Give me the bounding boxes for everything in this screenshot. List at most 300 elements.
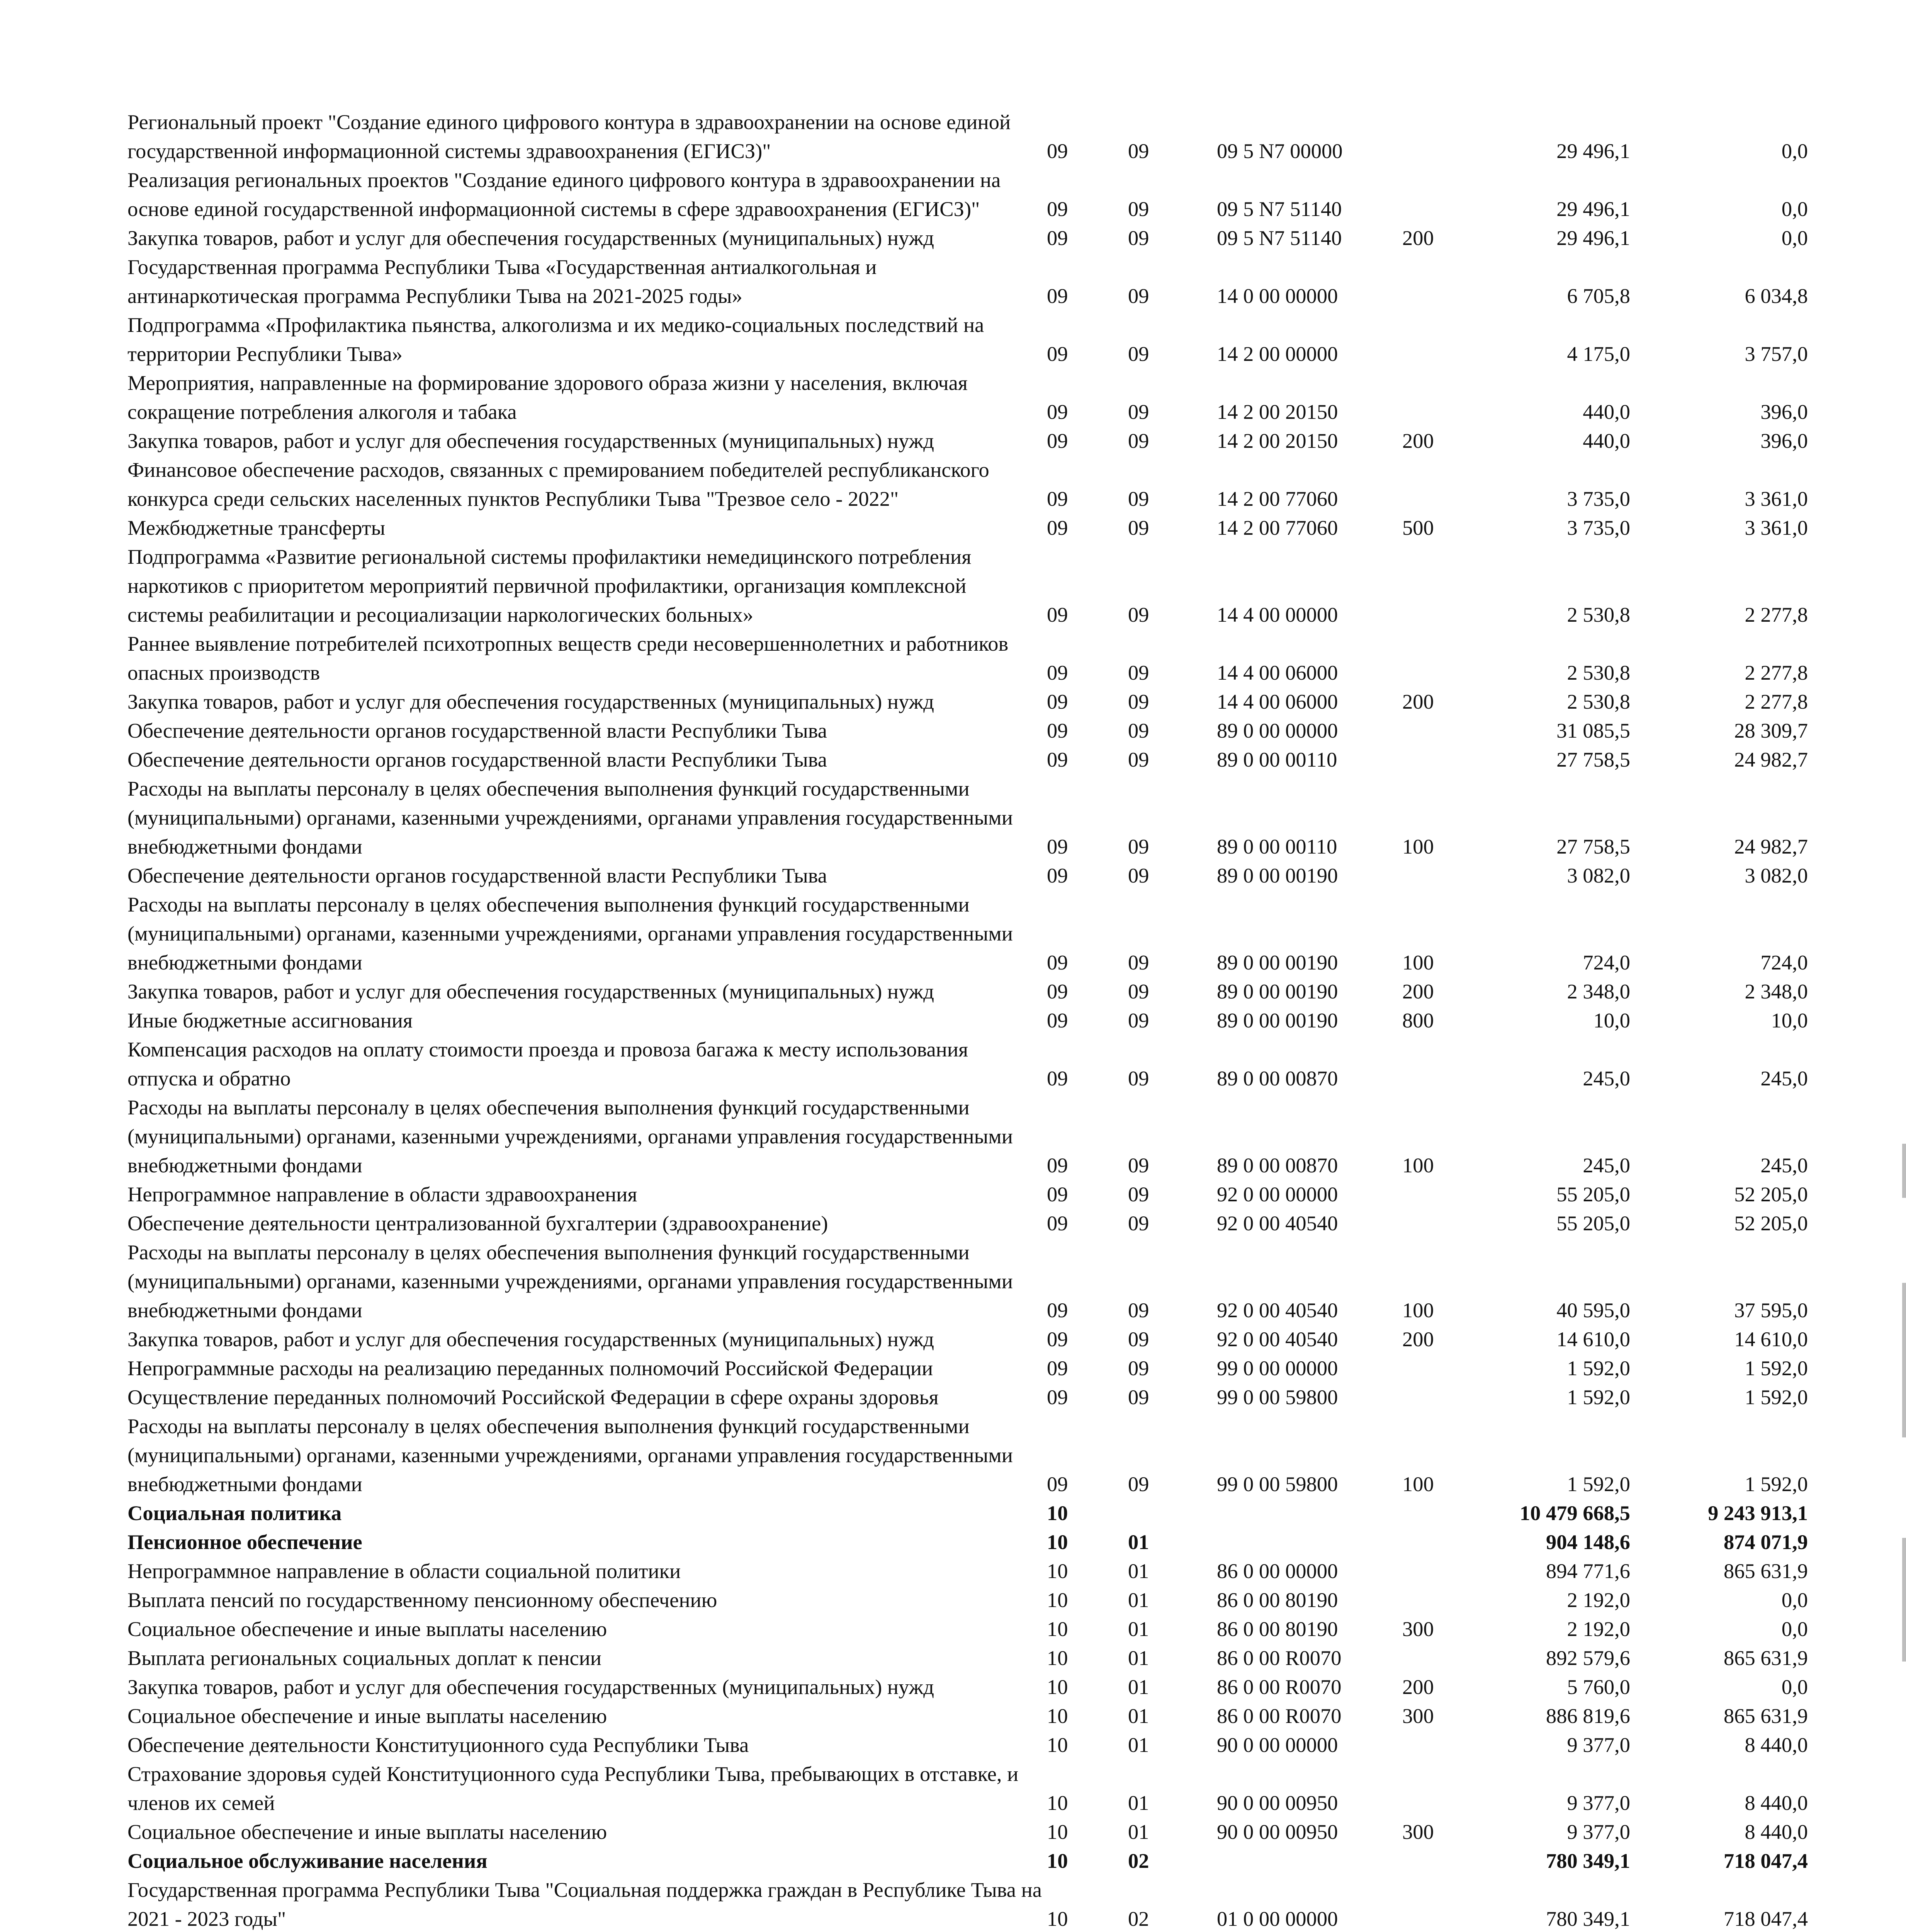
section-code: 10	[1047, 1501, 1068, 1525]
table-row	[127, 1498, 1819, 1527]
target-article-code: 09 5 N7 51140	[1217, 226, 1342, 250]
row-name: Расходы на выплаты персоналу в целях обеспечения выполнения функций государственными (муниципальными) органами, казенными учреждениями, органами управления государственными внебюджетными фондами	[127, 777, 1013, 858]
row-name: Обеспечение деятельности органов государственной власти Республики Тыва	[127, 864, 827, 887]
expense-type-code	[1383, 1846, 1472, 1875]
amount-year-2: 865 631,9	[1724, 1559, 1808, 1583]
table-row	[127, 716, 1819, 745]
amount-year-1: 440,0	[1583, 429, 1630, 452]
row-name: Закупка товаров, работ и услуг для обеспечения государственных (муниципальных) нужд	[127, 1327, 934, 1351]
amount-year-1: 6 705,8	[1567, 284, 1630, 308]
subsection-code: 01	[1128, 1530, 1149, 1554]
subsection-code: 09	[1128, 980, 1149, 1003]
section-code: 10	[1047, 1733, 1068, 1757]
target-article-code: 86 0 00 00000	[1217, 1559, 1338, 1583]
section-code: 09	[1047, 864, 1068, 887]
amount-year-2: 28 309,7	[1734, 719, 1808, 742]
table-row	[127, 455, 1819, 513]
subsection-code: 01	[1128, 1791, 1149, 1815]
subsection-code: 09	[1128, 342, 1149, 366]
amount-year-2: 3 082,0	[1745, 864, 1808, 887]
subsection-code: 09	[1128, 1182, 1149, 1206]
target-article-code: 89 0 00 00870	[1217, 1066, 1338, 1090]
section-code: 10	[1047, 1646, 1068, 1670]
amount-year-2: 0,0	[1781, 1588, 1808, 1612]
section-code: 10	[1047, 1588, 1068, 1612]
row-name: Социальное обеспечение и иные выплаты населению	[127, 1704, 607, 1728]
section-code: 10	[1047, 1675, 1068, 1699]
amount-year-2: 718 047,4	[1724, 1849, 1808, 1872]
section-code: 09	[1047, 1472, 1068, 1496]
subsection-code: 09	[1128, 1009, 1149, 1032]
target-article-code: 90 0 00 00950	[1217, 1791, 1338, 1815]
target-article-code: 86 0 00 R0070	[1217, 1646, 1342, 1670]
table-row	[127, 368, 1819, 426]
amount-year-1: 27 758,5	[1556, 835, 1630, 858]
amount-year-2: 1 592,0	[1745, 1356, 1808, 1380]
table-row	[127, 1759, 1819, 1817]
scan-edge-mark	[1902, 1538, 1906, 1662]
row-name: Выплата пенсий по государственному пенсионному обеспечению	[127, 1588, 717, 1612]
table-row	[127, 1672, 1819, 1701]
target-article-code: 86 0 00 R0070	[1217, 1675, 1342, 1699]
row-name: Расходы на выплаты персоналу в целях обеспечения выполнения функций государственными (муниципальными) органами, казенными учреждениями, органами управления государственными внебюджетными фондами	[127, 1414, 1013, 1496]
target-article-code: 92 0 00 00000	[1217, 1182, 1338, 1206]
amount-year-1: 245,0	[1583, 1066, 1630, 1090]
expense-type-code	[1383, 368, 1472, 426]
subsection-code: 09	[1128, 139, 1149, 163]
target-article-code	[1198, 1498, 1383, 1527]
table-row	[127, 1730, 1819, 1759]
target-article-code: 89 0 00 00190	[1217, 951, 1338, 974]
subsection-code: 09	[1128, 748, 1149, 771]
amount-year-2: 0,0	[1781, 226, 1808, 250]
subsection-code: 09	[1128, 835, 1149, 858]
subsection-code: 01	[1128, 1733, 1149, 1757]
target-article-code: 89 0 00 00190	[1217, 1009, 1338, 1032]
amount-year-1: 4 175,0	[1567, 342, 1630, 366]
row-name: Пенсионное обеспечение	[127, 1530, 362, 1554]
table-row	[127, 513, 1819, 542]
table-row	[127, 1354, 1819, 1383]
expense-type-code	[1383, 745, 1472, 774]
amount-year-2: 8 440,0	[1745, 1791, 1808, 1815]
row-name: Непрограммное направление в области здравоохранения	[127, 1182, 637, 1206]
amount-year-1: 55 205,0	[1556, 1211, 1630, 1235]
row-name: Межбюджетные трансферты	[127, 516, 386, 539]
row-name: Расходы на выплаты персоналу в целях обеспечения выполнения функций государственными (муниципальными) органами, казенными учреждениями, органами управления государственными внебюджетными фондами	[127, 1240, 1013, 1322]
amount-year-1: 1 592,0	[1567, 1356, 1630, 1380]
section-code: 10	[1047, 1820, 1068, 1844]
section-code: 09	[1047, 1182, 1068, 1206]
section-code: 09	[1047, 226, 1068, 250]
target-article-code: 89 0 00 00870	[1217, 1153, 1338, 1177]
table-row	[127, 1093, 1819, 1180]
amount-year-2: 3 361,0	[1745, 516, 1808, 539]
amount-year-2: 14 610,0	[1734, 1327, 1808, 1351]
expense-type-code	[1383, 861, 1472, 890]
section-code: 09	[1047, 1298, 1068, 1322]
target-article-code: 89 0 00 00190	[1217, 980, 1338, 1003]
amount-year-2: 245,0	[1760, 1153, 1808, 1177]
amount-year-2: 0,0	[1781, 197, 1808, 221]
expense-type-code	[1383, 1354, 1472, 1383]
target-article-code: 92 0 00 40540	[1217, 1211, 1338, 1235]
expense-type-code	[1383, 1180, 1472, 1209]
expense-type-code	[1383, 1875, 1472, 1932]
target-article-code: 14 4 00 06000	[1217, 690, 1338, 713]
amount-year-1: 29 496,1	[1556, 226, 1630, 250]
amount-year-1: 29 496,1	[1556, 139, 1630, 163]
section-code: 09	[1047, 1385, 1068, 1409]
section-code: 09	[1047, 1153, 1068, 1177]
amount-year-2: 1 592,0	[1745, 1385, 1808, 1409]
table-row	[127, 1412, 1819, 1498]
amount-year-1: 10 479 668,5	[1519, 1501, 1630, 1525]
amount-year-2: 0,0	[1781, 1675, 1808, 1699]
row-name: Государственная программа Республики Тыва "Социальная поддержка граждан в Республике Тыва на 2021 - 2023 годы"	[127, 1878, 1042, 1930]
amount-year-2: 865 631,9	[1724, 1646, 1808, 1670]
row-name: Социальное обслуживание населения	[127, 1849, 488, 1872]
target-article-code: 89 0 00 00000	[1217, 719, 1338, 742]
row-name: Мероприятия, направленные на формирование здорового образа жизни у населения, включая сокращение потребления алкоголя и табака	[127, 371, 968, 423]
amount-year-2: 10,0	[1771, 1009, 1808, 1032]
expense-type-code	[1383, 165, 1472, 223]
row-name: Расходы на выплаты персоналу в целях обеспечения выполнения функций государственными (муниципальными) органами, казенными учреждениями, органами управления государственными внебюджетными фондами	[127, 893, 1013, 974]
table-row	[127, 774, 1819, 861]
table-row	[127, 745, 1819, 774]
subsection-code: 09	[1128, 951, 1149, 974]
subsection-code: 02	[1128, 1907, 1149, 1930]
target-article-code: 14 0 00 00000	[1217, 284, 1338, 308]
amount-year-1: 5 760,0	[1567, 1675, 1630, 1699]
subsection-code: 01	[1128, 1559, 1149, 1583]
section-code: 10	[1047, 1791, 1068, 1815]
expense-type-code: 100	[1402, 1153, 1434, 1177]
table-row	[127, 1527, 1819, 1556]
expense-type-code	[1383, 542, 1472, 629]
row-name: Обеспечение деятельности органов государственной власти Республики Тыва	[127, 719, 827, 742]
section-code: 09	[1047, 1327, 1068, 1351]
expense-type-code	[1383, 1585, 1472, 1614]
subsection-code: 02	[1128, 1849, 1149, 1872]
amount-year-1: 40 595,0	[1556, 1298, 1630, 1322]
section-code: 09	[1047, 1356, 1068, 1380]
section-code: 09	[1047, 1009, 1068, 1032]
amount-year-2: 3 361,0	[1745, 487, 1808, 510]
expense-type-code	[1383, 1759, 1472, 1817]
amount-year-2: 245,0	[1760, 1066, 1808, 1090]
subsection-code: 01	[1128, 1675, 1149, 1699]
expense-type-code	[1383, 107, 1472, 165]
amount-year-1: 1 592,0	[1567, 1472, 1630, 1496]
amount-year-2: 724,0	[1760, 951, 1808, 974]
amount-year-1: 245,0	[1583, 1153, 1630, 1177]
amount-year-2: 718 047,4	[1724, 1907, 1808, 1930]
row-name: Государственная программа Республики Тыва «Государственная антиалкогольная и антинаркотическая программа Республики Тыва на 2021-2025 годы»	[127, 255, 877, 308]
section-code: 09	[1047, 690, 1068, 713]
table-row	[127, 426, 1819, 455]
amount-year-2: 396,0	[1760, 400, 1808, 423]
table-row	[127, 1875, 1819, 1932]
expense-type-code	[1383, 629, 1472, 687]
amount-year-1: 10,0	[1593, 1009, 1630, 1032]
amount-year-2: 1 592,0	[1745, 1472, 1808, 1496]
row-name: Страхование здоровья судей Конституционного суда Республики Тыва, пребывающих в отставке, и членов их семей	[127, 1762, 1019, 1815]
table-row	[127, 165, 1819, 223]
subsection-code: 01	[1128, 1820, 1149, 1844]
subsection-code: 09	[1128, 1385, 1149, 1409]
amount-year-1: 9 377,0	[1567, 1820, 1630, 1844]
row-name: Финансовое обеспечение расходов, связанных с премированием победителей республиканского конкурса среди сельских населенных пунктов Республики Тыва "Трезвое село - 2022"	[127, 458, 989, 510]
target-article-code: 01 0 00 00000	[1217, 1907, 1338, 1930]
subsection-code: 09	[1128, 1356, 1149, 1380]
table-row	[127, 1817, 1819, 1846]
amount-year-1: 724,0	[1583, 951, 1630, 974]
subsection-code: 09	[1128, 1066, 1149, 1090]
expense-type-code: 100	[1402, 835, 1434, 858]
subsection-code: 09	[1128, 1298, 1149, 1322]
budget-table	[127, 107, 1819, 1932]
expense-type-code: 300	[1402, 1820, 1434, 1844]
amount-year-1: 3 735,0	[1567, 516, 1630, 539]
section-code: 10	[1047, 1907, 1068, 1930]
target-article-code: 99 0 00 59800	[1217, 1385, 1338, 1409]
amount-year-2: 52 205,0	[1734, 1182, 1808, 1206]
section-code: 10	[1047, 1617, 1068, 1641]
amount-year-2: 396,0	[1760, 429, 1808, 452]
expense-type-code	[1383, 1383, 1472, 1412]
amount-year-1: 2 530,8	[1567, 690, 1630, 713]
row-name: Подпрограмма «Профилактика пьянства, алкоголизма и их медико-социальных последствий на территории Республики Тыва»	[127, 313, 984, 366]
expense-type-code: 200	[1402, 690, 1434, 713]
table-row	[127, 1383, 1819, 1412]
table-row	[127, 1643, 1819, 1672]
amount-year-2: 2 277,8	[1745, 690, 1808, 713]
expense-type-code: 200	[1402, 226, 1434, 250]
subsection-code: 09	[1128, 1327, 1149, 1351]
target-article-code: 99 0 00 59800	[1217, 1472, 1338, 1496]
amount-year-2: 37 595,0	[1734, 1298, 1808, 1322]
row-name: Закупка товаров, работ и услуг для обеспечения государственных (муниципальных) нужд	[127, 1675, 934, 1699]
section-code: 10	[1047, 1530, 1068, 1554]
table-row	[127, 890, 1819, 977]
expense-type-code	[1383, 1035, 1472, 1093]
target-article-code: 99 0 00 00000	[1217, 1356, 1338, 1380]
table-row	[127, 310, 1819, 368]
amount-year-2: 0,0	[1781, 1617, 1808, 1641]
amount-year-1: 3 735,0	[1567, 487, 1630, 510]
section-code: 09	[1047, 139, 1068, 163]
section-code: 10	[1047, 1704, 1068, 1728]
table-row	[127, 223, 1819, 252]
amount-year-1: 2 530,8	[1567, 603, 1630, 626]
expense-type-code: 100	[1402, 1298, 1434, 1322]
row-name: Подпрограмма «Развитие региональной системы профилактики немедицинского потребления наркотиков с приоритетом мероприятий первичной профилактики, организация комплексной системы реабилитации и ресоциализации наркологических больных»	[127, 545, 972, 626]
row-name: Иные бюджетные ассигнования	[127, 1009, 413, 1032]
subsection-code: 09	[1128, 226, 1149, 250]
amount-year-2: 9 243 913,1	[1708, 1501, 1808, 1525]
target-article-code: 09 5 N7 51140	[1217, 197, 1342, 221]
amount-year-2: 2 348,0	[1745, 980, 1808, 1003]
expense-type-code: 200	[1402, 1675, 1434, 1699]
section-code: 09	[1047, 429, 1068, 452]
expense-type-code: 800	[1402, 1009, 1434, 1032]
table-row	[127, 1006, 1819, 1035]
table-row	[127, 861, 1819, 890]
section-code: 09	[1047, 835, 1068, 858]
row-name: Закупка товаров, работ и услуг для обеспечения государственных (муниципальных) нужд	[127, 429, 934, 452]
subsection-code: 09	[1128, 603, 1149, 626]
amount-year-1: 780 349,1	[1546, 1849, 1630, 1872]
expense-type-code: 300	[1402, 1704, 1434, 1728]
target-article-code: 89 0 00 00190	[1217, 864, 1338, 887]
expense-type-code	[1383, 1527, 1472, 1556]
amount-year-2: 2 277,8	[1745, 603, 1808, 626]
subsection-code: 01	[1128, 1588, 1149, 1612]
amount-year-1: 9 377,0	[1567, 1733, 1630, 1757]
row-name: Закупка товаров, работ и услуг для обеспечения государственных (муниципальных) нужд	[127, 980, 934, 1003]
table-row	[127, 1238, 1819, 1325]
expense-type-code	[1383, 716, 1472, 745]
subsection-code: 01	[1128, 1646, 1149, 1670]
expense-type-code: 200	[1402, 429, 1434, 452]
expense-type-code	[1383, 455, 1472, 513]
target-article-code: 92 0 00 40540	[1217, 1327, 1338, 1351]
section-code: 09	[1047, 951, 1068, 974]
expense-type-code: 100	[1402, 1472, 1434, 1496]
section-code: 09	[1047, 603, 1068, 626]
amount-year-1: 894 771,6	[1546, 1559, 1630, 1583]
target-article-code: 14 2 00 77060	[1217, 487, 1338, 510]
target-article-code	[1198, 1846, 1383, 1875]
expense-type-code	[1383, 1643, 1472, 1672]
table-row	[127, 542, 1819, 629]
row-name: Социальное обеспечение и иные выплаты населению	[127, 1820, 607, 1844]
amount-year-1: 2 192,0	[1567, 1588, 1630, 1612]
section-code: 09	[1047, 487, 1068, 510]
table-row	[127, 1846, 1819, 1875]
section-code: 09	[1047, 400, 1068, 423]
expense-type-code	[1383, 252, 1472, 310]
target-article-code: 14 2 00 20150	[1217, 429, 1338, 452]
subsection-code: 09	[1128, 1211, 1149, 1235]
amount-year-2: 24 982,7	[1734, 748, 1808, 771]
section-code: 09	[1047, 748, 1068, 771]
target-article-code: 90 0 00 00000	[1217, 1733, 1338, 1757]
subsection-code: 09	[1128, 661, 1149, 684]
target-article-code: 89 0 00 00110	[1217, 748, 1337, 771]
amount-year-2: 8 440,0	[1745, 1820, 1808, 1844]
amount-year-1: 2 348,0	[1567, 980, 1630, 1003]
expense-type-code	[1383, 1556, 1472, 1585]
amount-year-2: 24 982,7	[1734, 835, 1808, 858]
row-name: Осуществление переданных полномочий Российской Федерации в сфере охраны здоровья	[127, 1385, 939, 1409]
expense-type-code	[1383, 1498, 1472, 1527]
subsection-code: 09	[1128, 719, 1149, 742]
row-name: Закупка товаров, работ и услуг для обеспечения государственных (муниципальных) нужд	[127, 690, 934, 713]
subsection-code: 09	[1128, 1153, 1149, 1177]
amount-year-2: 2 277,8	[1745, 661, 1808, 684]
expense-type-code: 200	[1402, 980, 1434, 1003]
amount-year-1: 3 082,0	[1567, 864, 1630, 887]
expense-type-code: 200	[1402, 1327, 1434, 1351]
budget-document	[127, 107, 1819, 1932]
target-article-code: 86 0 00 80190	[1217, 1588, 1338, 1612]
row-name: Расходы на выплаты персоналу в целях обеспечения выполнения функций государственными (муниципальными) органами, казенными учреждениями, органами управления государственными внебюджетными фондами	[127, 1095, 1013, 1177]
target-article-code: 92 0 00 40540	[1217, 1298, 1338, 1322]
subsection-code	[1124, 1498, 1198, 1527]
amount-year-2: 3 757,0	[1745, 342, 1808, 366]
table-row	[127, 1585, 1819, 1614]
subsection-code: 09	[1128, 1472, 1149, 1496]
subsection-code: 09	[1128, 516, 1149, 539]
amount-year-1: 14 610,0	[1556, 1327, 1630, 1351]
amount-year-2: 874 071,9	[1724, 1530, 1808, 1554]
amount-year-2: 6 034,8	[1745, 284, 1808, 308]
amount-year-1: 1 592,0	[1567, 1385, 1630, 1409]
subsection-code: 01	[1128, 1704, 1149, 1728]
row-name: Обеспечение деятельности органов государственной власти Республики Тыва	[127, 748, 827, 771]
amount-year-2: 865 631,9	[1724, 1704, 1808, 1728]
section-code: 09	[1047, 516, 1068, 539]
budget-table-body	[127, 107, 1819, 1932]
target-article-code: 90 0 00 00950	[1217, 1820, 1338, 1844]
expense-type-code: 300	[1402, 1617, 1434, 1641]
amount-year-2: 52 205,0	[1734, 1211, 1808, 1235]
amount-year-1: 2 530,8	[1567, 661, 1630, 684]
subsection-code: 09	[1128, 429, 1149, 452]
target-article-code: 89 0 00 00110	[1217, 835, 1337, 858]
amount-year-1: 29 496,1	[1556, 197, 1630, 221]
subsection-code: 09	[1128, 690, 1149, 713]
target-article-code: 09 5 N7 00000	[1217, 139, 1343, 163]
amount-year-2: 8 440,0	[1745, 1733, 1808, 1757]
subsection-code: 09	[1128, 864, 1149, 887]
table-row	[127, 629, 1819, 687]
section-code: 09	[1047, 284, 1068, 308]
table-row	[127, 1325, 1819, 1354]
amount-year-1: 31 085,5	[1556, 719, 1630, 742]
row-name: Социальная политика	[127, 1501, 342, 1525]
target-article-code: 14 2 00 20150	[1217, 400, 1338, 423]
subsection-code: 09	[1128, 487, 1149, 510]
row-name: Закупка товаров, работ и услуг для обеспечения государственных (муниципальных) нужд	[127, 226, 934, 250]
section-code: 09	[1047, 342, 1068, 366]
table-row	[127, 1209, 1819, 1238]
row-name: Раннее выявление потребителей психотропных веществ среди несовершеннолетних и работников опасных производств	[127, 632, 1009, 684]
section-code: 10	[1047, 1559, 1068, 1583]
amount-year-1: 780 349,1	[1546, 1907, 1630, 1930]
target-article-code: 14 2 00 77060	[1217, 516, 1338, 539]
target-article-code: 86 0 00 80190	[1217, 1617, 1338, 1641]
amount-year-2: 0,0	[1781, 139, 1808, 163]
section-code: 09	[1047, 661, 1068, 684]
amount-year-1: 904 148,6	[1546, 1530, 1630, 1554]
row-name: Непрограммное направление в области социальной политики	[127, 1559, 681, 1583]
section-code: 09	[1047, 197, 1068, 221]
target-article-code: 14 4 00 00000	[1217, 603, 1338, 626]
target-article-code: 86 0 00 R0070	[1217, 1704, 1342, 1728]
scan-edge-mark	[1902, 1283, 1906, 1437]
table-row	[127, 1614, 1819, 1643]
amount-year-1: 892 579,6	[1546, 1646, 1630, 1670]
section-code: 09	[1047, 1066, 1068, 1090]
amount-year-1: 2 192,0	[1567, 1617, 1630, 1641]
expense-type-code	[1383, 310, 1472, 368]
scan-edge-mark	[1902, 1144, 1906, 1198]
table-row	[127, 1180, 1819, 1209]
table-row	[127, 107, 1819, 165]
